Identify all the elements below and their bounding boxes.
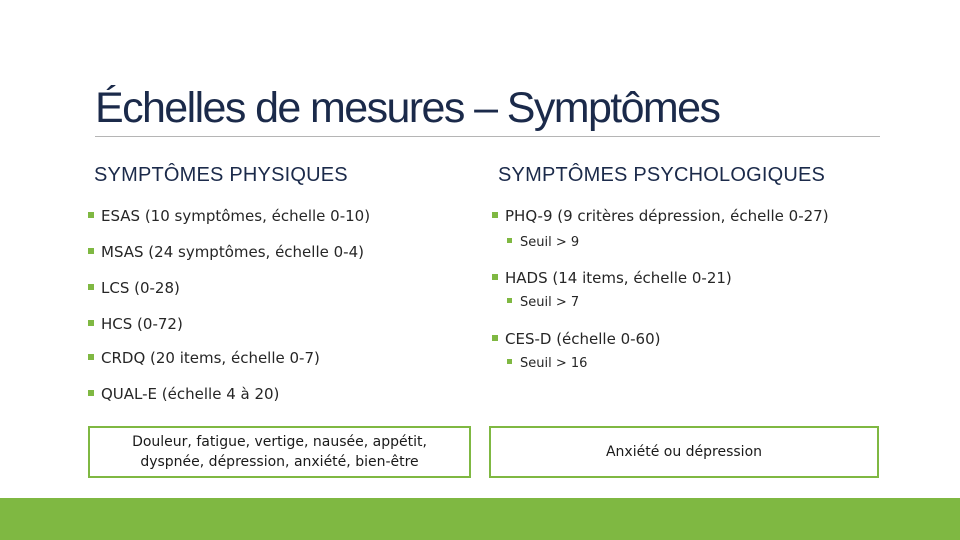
- square-bullet-icon: [492, 335, 498, 341]
- square-bullet-icon: [507, 298, 512, 303]
- square-bullet-icon: [88, 212, 94, 218]
- square-bullet-icon: [88, 284, 94, 290]
- slide-title: Échelles de mesures – Symptômes: [95, 84, 720, 132]
- square-bullet-icon: [88, 390, 94, 396]
- list-item-lcs: [88, 279, 180, 297]
- list-item-hcs: [88, 315, 183, 333]
- sub-item-label: Seuil > 16: [520, 356, 588, 371]
- list-item-phq9: [492, 207, 829, 225]
- summary-line-2: dyspnée, dépression, anxiété, bien-être: [140, 454, 419, 470]
- list-item-crdq: [88, 349, 320, 367]
- item-label: HCS (0-72): [101, 315, 183, 333]
- square-bullet-icon: [507, 359, 512, 364]
- square-bullet-icon: [88, 354, 94, 360]
- heading-psychological-symptoms: SYMPTÔMES PSYCHOLOGIQUES: [498, 164, 826, 186]
- square-bullet-icon: [507, 238, 512, 243]
- psychological-symptoms-summary-box: [489, 426, 879, 478]
- item-label: MSAS (24 symptômes, échelle 0-4): [101, 243, 364, 261]
- list-item-hads: [492, 269, 732, 287]
- square-bullet-icon: [88, 320, 94, 326]
- summary-line-1: Douleur, fatigue, vertige, nausée, appétit,: [132, 434, 427, 450]
- list-item-esas: [88, 207, 370, 225]
- sub-item-hads-threshold: [507, 295, 579, 310]
- sub-item-label: Seuil > 9: [520, 235, 580, 250]
- heading-physical-symptoms: SYMPTÔMES PHYSIQUES: [94, 164, 348, 186]
- item-label: QUAL-E (échelle 4 à 20): [101, 385, 280, 403]
- item-label: ESAS (10 symptômes, échelle 0-10): [101, 207, 371, 225]
- item-label: CRDQ (20 items, échelle 0-7): [101, 349, 320, 367]
- title-divider: [95, 136, 880, 137]
- sub-item-ces-d-threshold: [507, 356, 587, 371]
- list-item-ces-d: [492, 330, 661, 348]
- item-label: CES-D (échelle 0-60): [505, 330, 661, 348]
- footer-accent-bar: [0, 498, 960, 540]
- item-label: HADS (14 items, échelle 0-21): [505, 269, 732, 287]
- list-item-msas: [88, 243, 364, 261]
- square-bullet-icon: [88, 248, 94, 254]
- sub-item-label: Seuil > 7: [520, 295, 580, 310]
- item-label: LCS (0-28): [101, 279, 180, 297]
- square-bullet-icon: [492, 212, 498, 218]
- physical-symptoms-summary-box: [88, 426, 471, 478]
- item-label: PHQ-9 (9 critères dépression, échelle 0-27): [505, 207, 829, 225]
- list-item-qual-e: [88, 385, 279, 403]
- summary-text: Anxiété ou dépression: [605, 444, 763, 460]
- sub-item-phq9-threshold: [507, 235, 579, 250]
- square-bullet-icon: [492, 274, 498, 280]
